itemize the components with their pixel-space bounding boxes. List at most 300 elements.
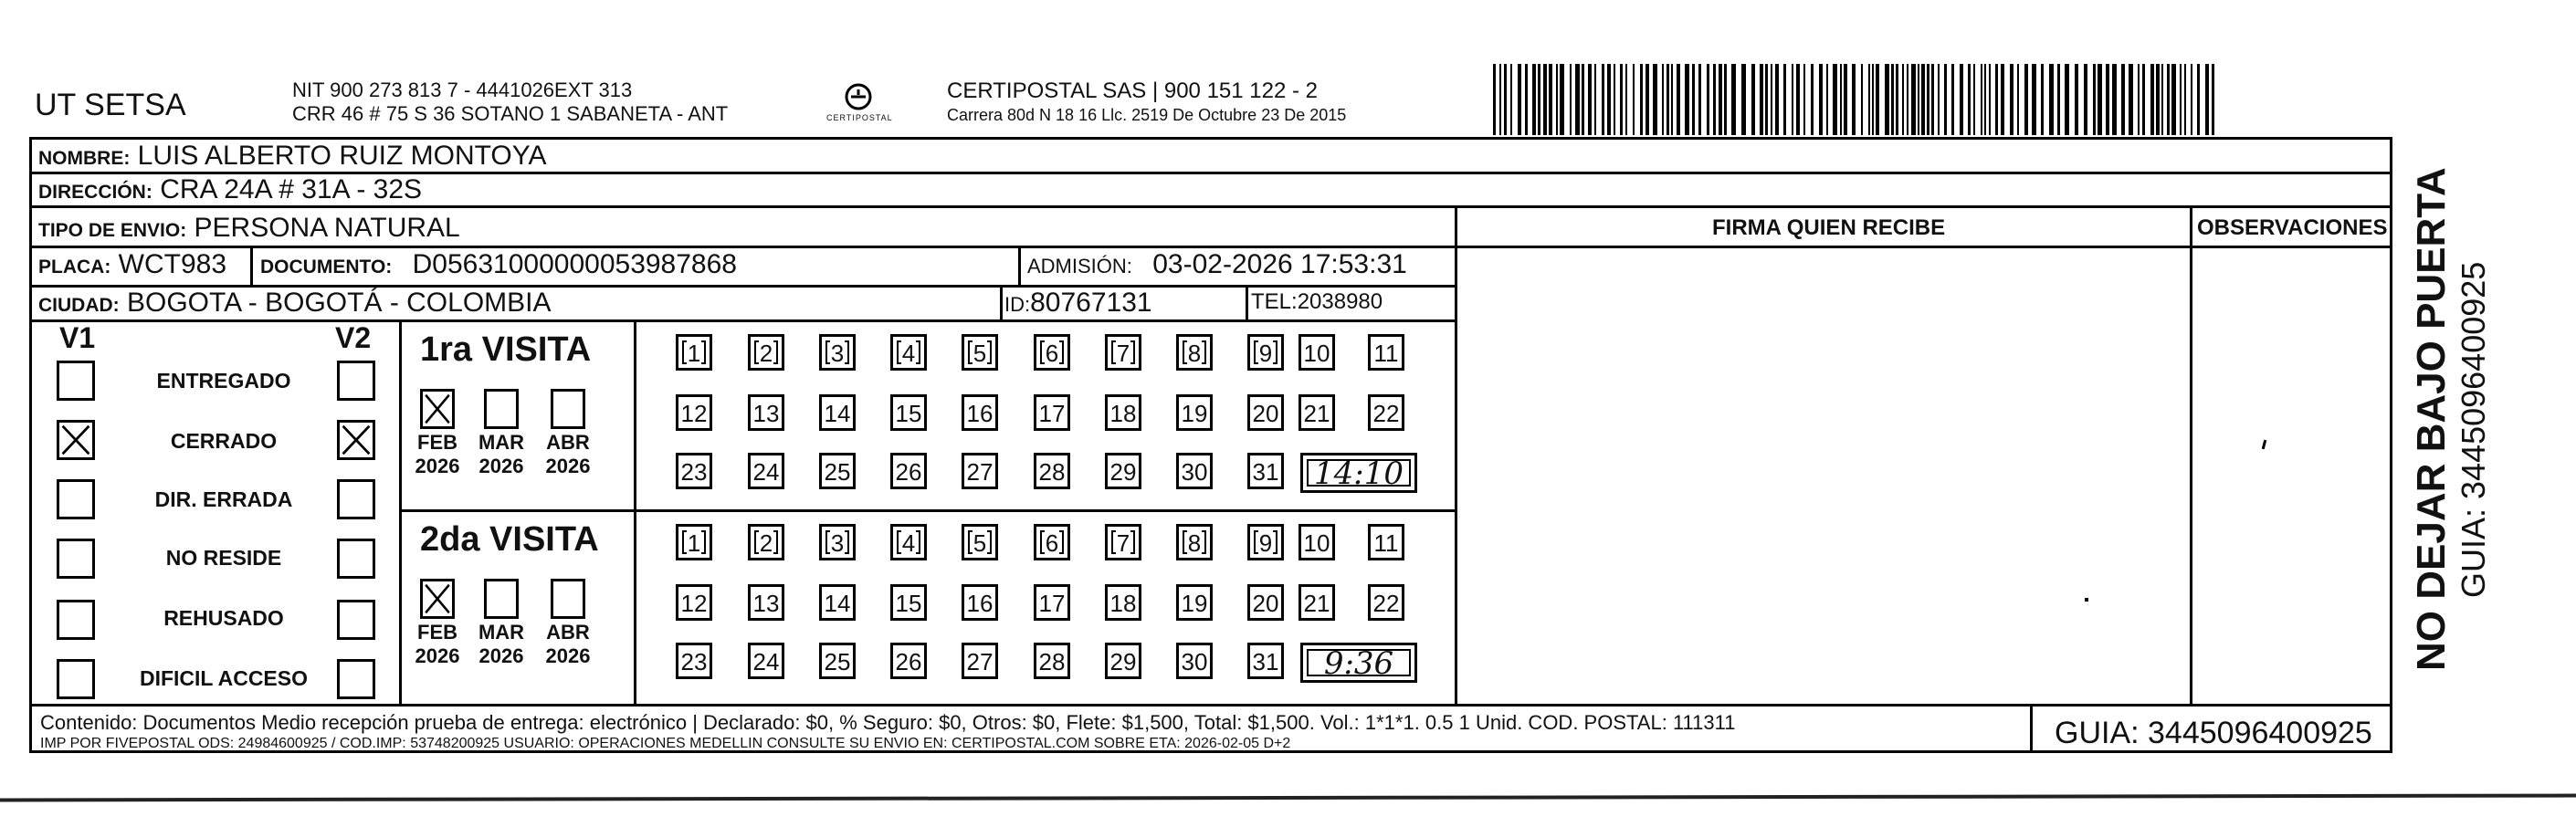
tel-label: TEL:: [1251, 289, 1298, 314]
contenido-line: Contenido: Documentos Medio recepción prueba de entrega: electrónico | Declarado: $0, % Seguro: $0, Otros: $0, Flete: $1,500, Total: $1,500. Vol.: 1*1*1. 0.5 1 Unid. COD. POSTAL: 111311: [40, 711, 1736, 734]
barcode-bar: [1811, 64, 1814, 135]
ciudad-value: BOGOTA - BOGOTÁ - COLOMBIA: [127, 288, 552, 318]
day-number: 6: [1045, 340, 1059, 367]
day-box[interactable]: [962, 453, 998, 489]
barcode-bar: [1796, 64, 1800, 135]
barcode-bar: [1543, 64, 1547, 135]
day-box[interactable]: [748, 394, 784, 431]
day-box[interactable]: [1105, 524, 1141, 560]
barcode-bar: [1989, 64, 1991, 135]
v1-checkbox[interactable]: [57, 539, 95, 579]
barcode-bar: [1724, 64, 1727, 135]
barcode-bar: [2129, 64, 2133, 135]
barcode-bar: [1819, 64, 1823, 135]
print-edge-line: [0, 794, 2576, 802]
day-box[interactable]: [1176, 643, 1213, 679]
day-number: 31: [1252, 458, 1279, 486]
day-box[interactable]: [1247, 394, 1284, 431]
admision-label: ADMISIÓN:: [1027, 255, 1132, 277]
barcode-bar: [1896, 64, 1898, 135]
barcode-bar: [1614, 64, 1615, 135]
month-name: FEB: [417, 431, 457, 454]
documento-label: DOCUMENTO:: [260, 256, 393, 277]
day-number: 17: [1038, 400, 1066, 427]
day-number: 24: [752, 458, 780, 486]
day-number: 9: [1258, 340, 1273, 367]
day-box[interactable]: [748, 584, 784, 621]
day-number: 12: [680, 400, 708, 427]
barcode-bar: [1499, 64, 1501, 135]
nombre-value: LUIS ALBERTO RUIZ MONTOYA: [137, 141, 547, 171]
status-label: DIR. ERRADA: [154, 487, 293, 511]
day-number: 25: [824, 458, 851, 486]
day-box[interactable]: [676, 643, 712, 679]
day-box[interactable]: [1368, 584, 1404, 621]
day-number: 27: [966, 458, 994, 486]
divider: [634, 319, 636, 705]
id-value: 80767131: [1030, 288, 1152, 318]
status-label: NO RESIDE: [165, 546, 282, 570]
day-box[interactable]: [748, 524, 784, 560]
barcode-bar: [2098, 64, 2102, 135]
barcode: [1493, 64, 2214, 135]
barcode-bar: [2191, 64, 2192, 135]
barcode-bar: [2171, 64, 2176, 135]
barcode-bar: [2112, 64, 2117, 135]
barcode-bar: [1803, 64, 1805, 135]
certipostal-name: CERTIPOSTAL SAS | 900 151 122 - 2: [947, 79, 1318, 103]
barcode-bar: [1549, 64, 1552, 135]
day-box[interactable]: [962, 584, 998, 621]
day-number: 20: [1252, 590, 1279, 617]
barcode-bar: [1625, 64, 1627, 135]
barcode-bar: [2001, 64, 2004, 135]
barcode-bar: [2106, 64, 2109, 135]
barcode-bar: [1707, 64, 1709, 135]
day-number: 5: [973, 340, 987, 367]
barcode-bar: [1885, 64, 1889, 135]
barcode-bar: [1575, 64, 1580, 135]
month-name: ABR: [546, 431, 590, 454]
imp-line: IMP POR FIVEPOSTAL ODS: 24984600925 / COD.IMP: 53748200925 USUARIO: OPERACIONES MEDELLIN CONSULTE SU ENVIO EN: CERTIPOSTAL.COM SOBRE ETA: 2026-02-05 D+2: [40, 736, 1291, 751]
day-box[interactable]: [1368, 334, 1404, 371]
month-year: 2026: [478, 455, 524, 477]
visit-time[interactable]: 14:10: [1300, 453, 1417, 493]
barcode-bar: [1944, 64, 1947, 135]
visit-title: 1ra VISITA: [420, 330, 592, 369]
day-number: 9: [1258, 529, 1273, 557]
day-box[interactable]: [1105, 453, 1141, 489]
month-label: [410, 431, 465, 478]
day-box[interactable]: [890, 394, 927, 431]
day-box[interactable]: [1299, 584, 1335, 621]
v1-checkbox[interactable]: [57, 479, 95, 519]
v1-checkbox[interactable]: [57, 600, 95, 640]
day-box[interactable]: [748, 643, 784, 679]
barcode-bar: [1792, 64, 1793, 135]
barcode-bar: [1685, 64, 1689, 135]
month-year: 2026: [415, 644, 460, 667]
tipo-envio-field: [38, 213, 460, 244]
month-checkbox[interactable]: [484, 579, 519, 619]
day-number: 3: [830, 340, 845, 367]
day-box[interactable]: [1368, 524, 1404, 560]
divider: [2030, 704, 2033, 753]
certipostal-logo-icon: [831, 77, 886, 131]
status-label: CERRADO: [170, 429, 278, 453]
month-year: 2026: [478, 644, 524, 667]
barcode-bar: [1751, 64, 1755, 135]
day-number: 28: [1038, 458, 1066, 486]
day-number: 3: [830, 529, 845, 557]
x-mark-icon: [423, 581, 452, 616]
day-box[interactable]: [819, 394, 856, 431]
day-box[interactable]: [1176, 334, 1213, 371]
documento-field: [260, 249, 737, 280]
v1-checkbox[interactable]: [57, 361, 95, 401]
firma-header: FIRMA QUIEN RECIBE: [1712, 215, 1946, 240]
v2-header: V2: [335, 321, 372, 354]
day-box[interactable]: [748, 453, 784, 489]
barcode-bar: [1840, 64, 1842, 135]
month-label: [410, 621, 465, 668]
barcode-bar: [2142, 64, 2145, 135]
day-box[interactable]: [819, 524, 856, 560]
barcode-bar: [1891, 64, 1894, 135]
month-label: [474, 431, 529, 478]
day-box[interactable]: [890, 643, 927, 679]
barcode-bar: [2017, 64, 2019, 135]
day-box[interactable]: [676, 453, 712, 489]
status-label: DIFICIL ACCESO: [139, 666, 308, 690]
day-box[interactable]: [1034, 394, 1070, 431]
barcode-bar: [1868, 64, 1870, 135]
day-box[interactable]: [890, 584, 927, 621]
barcode-bar: [2121, 64, 2125, 135]
barcode-bar: [1826, 64, 1828, 135]
barcode-bar: [1607, 64, 1611, 135]
month-checkbox[interactable]: [420, 389, 455, 429]
signature-area[interactable]: [1456, 246, 2190, 704]
day-number: 29: [1109, 458, 1137, 486]
day-box[interactable]: [1034, 643, 1070, 679]
day-box[interactable]: [819, 584, 856, 621]
day-box[interactable]: [819, 453, 856, 489]
divider: [2390, 137, 2392, 753]
month-checkbox[interactable]: [551, 579, 585, 619]
divider: [399, 319, 402, 705]
day-box[interactable]: [1368, 394, 1404, 431]
day-number: 23: [680, 648, 708, 675]
day-box[interactable]: [1176, 524, 1213, 560]
day-box[interactable]: [1176, 584, 1213, 621]
barcode-bar: [1833, 64, 1837, 135]
day-number: 22: [1372, 590, 1400, 617]
barcode-bar: [1504, 64, 1507, 135]
day-number: 19: [1181, 590, 1208, 617]
day-box[interactable]: [676, 334, 712, 371]
ciudad-field: [38, 288, 552, 319]
barcode-bar: [1968, 64, 1971, 135]
tipo-envio-value: PERSONA NATURAL: [194, 213, 460, 243]
day-number: 14: [824, 590, 851, 617]
day-box[interactable]: [962, 334, 998, 371]
day-box[interactable]: [748, 334, 784, 371]
v2-checkbox[interactable]: [337, 361, 375, 401]
no-dejar-warning: NO DEJAR BAJO PUERTA: [2409, 167, 2454, 671]
company-name: UT SETSA: [35, 88, 186, 122]
barcode-bar: [1645, 64, 1649, 135]
observaciones-header: OBSERVACIONES: [2197, 215, 2388, 240]
day-box[interactable]: [962, 524, 998, 560]
day-number: 17: [1038, 590, 1066, 617]
day-number: 20: [1252, 400, 1279, 427]
day-number: 21: [1303, 400, 1330, 427]
day-box[interactable]: [1034, 584, 1070, 621]
day-box[interactable]: [1105, 584, 1141, 621]
barcode-bar: [2032, 64, 2036, 135]
tel-value: 2038980: [1297, 289, 1383, 314]
barcode-bar: [1981, 64, 1982, 135]
guia-number: GUIA: 3445096400925: [2055, 716, 2372, 750]
barcode-bar: [1518, 64, 1521, 135]
barcode-bar: [1532, 64, 1536, 135]
barcode-bar: [1741, 64, 1746, 135]
day-number: 26: [895, 458, 922, 486]
day-number: 6: [1045, 529, 1059, 557]
barcode-bar: [1582, 64, 1584, 135]
side-guia: GUIA: 3445096400925: [2455, 261, 2492, 598]
barcode-bar: [1671, 64, 1673, 135]
day-box[interactable]: [1034, 334, 1070, 371]
day-number: 7: [1116, 340, 1130, 367]
x-mark-icon: [340, 423, 373, 457]
day-number: 18: [1109, 590, 1137, 617]
barcode-bar: [1538, 64, 1540, 135]
v1-checkbox[interactable]: [57, 659, 95, 699]
barcode-bar: [1775, 64, 1779, 135]
divider: [32, 205, 2392, 208]
day-number: 11: [1373, 529, 1399, 557]
barcode-bar: [2212, 64, 2214, 135]
logo-text: CERTIPOSTAL: [826, 113, 893, 122]
barcode-bar: [1692, 64, 1695, 135]
day-box[interactable]: [890, 334, 927, 371]
month-name: FEB: [417, 621, 457, 644]
day-number: 16: [966, 400, 994, 427]
barcode-bar: [1633, 64, 1635, 135]
pen-mark: [2085, 598, 2088, 602]
day-box[interactable]: [676, 394, 712, 431]
direccion-value: CRA 24A # 31A - 32S: [160, 174, 423, 204]
day-number: 10: [1303, 340, 1330, 367]
barcode-bar: [1960, 64, 1963, 135]
day-box[interactable]: [1176, 453, 1213, 489]
barcode-bar: [1951, 64, 1954, 135]
direccion-label: DIRECCIÓN:: [38, 182, 152, 203]
barcode-bar: [2205, 64, 2209, 135]
day-box[interactable]: [819, 643, 856, 679]
month-label: [541, 431, 595, 478]
month-name: MAR: [478, 431, 525, 454]
barcode-bar: [1662, 64, 1664, 135]
barcode-bar: [1927, 64, 1929, 135]
ciudad-label: CIUDAD:: [38, 295, 120, 316]
day-number: 2: [759, 529, 773, 557]
barcode-bar: [2156, 64, 2160, 135]
barcode-bar: [1783, 64, 1786, 135]
day-number: 8: [1187, 529, 1202, 557]
day-number: 2: [759, 340, 773, 367]
divider: [32, 704, 2392, 707]
barcode-bar: [1995, 64, 1998, 135]
tipo-envio-label: TIPO DE ENVIO:: [38, 220, 187, 241]
day-box[interactable]: [1176, 394, 1213, 431]
day-box[interactable]: [962, 643, 998, 679]
barcode-bar: [1510, 64, 1512, 135]
barcode-bar: [1731, 64, 1736, 135]
barcode-bar: [2197, 64, 2200, 135]
day-number: 5: [973, 529, 987, 557]
day-box[interactable]: [819, 334, 856, 371]
barcode-bar: [1713, 64, 1716, 135]
barcode-bar: [2075, 64, 2078, 135]
barcode-bar: [1560, 64, 1564, 135]
day-box[interactable]: [1247, 643, 1284, 679]
barcode-bar: [1902, 64, 1904, 135]
day-number: 31: [1252, 648, 1279, 675]
barcode-bar: [2161, 64, 2163, 135]
day-number: 24: [752, 648, 780, 675]
month-year: 2026: [415, 455, 460, 477]
month-checkbox[interactable]: [420, 579, 455, 619]
day-box[interactable]: [890, 524, 927, 560]
barcode-bar: [1765, 64, 1768, 135]
day-number: 14: [824, 400, 851, 427]
placa-value: WCT983: [118, 249, 227, 279]
month-checkbox[interactable]: [484, 389, 519, 429]
v2-checkbox[interactable]: [337, 420, 375, 460]
barcode-bar: [1973, 64, 1975, 135]
visit-time[interactable]: 9:36: [1300, 643, 1417, 683]
day-box[interactable]: [676, 524, 712, 560]
status-label: ENTREGADO: [156, 369, 291, 393]
divider: [1246, 285, 1248, 320]
day-box[interactable]: [1105, 394, 1141, 431]
month-checkbox[interactable]: [551, 389, 585, 429]
day-number: 30: [1181, 458, 1208, 486]
day-box[interactable]: [1105, 334, 1141, 371]
status-label: REHUSADO: [163, 606, 284, 630]
barcode-bar: [2010, 64, 2013, 135]
nit-line: NIT 900 273 813 7 - 4441026EXT 313: [292, 79, 633, 101]
day-box[interactable]: [890, 453, 927, 489]
barcode-bar: [1907, 64, 1908, 135]
day-box[interactable]: [1034, 524, 1070, 560]
day-number: 28: [1038, 648, 1066, 675]
day-box[interactable]: [1247, 334, 1284, 371]
barcode-bar: [1640, 64, 1643, 135]
v1-checkbox[interactable]: [57, 420, 95, 460]
barcode-bar: [2184, 64, 2186, 135]
day-box[interactable]: [1299, 524, 1335, 560]
day-box[interactable]: [962, 394, 998, 431]
day-number: 16: [966, 590, 994, 617]
day-box[interactable]: [1105, 643, 1141, 679]
barcode-bar: [1852, 64, 1856, 135]
observaciones-area[interactable]: [2192, 246, 2390, 704]
day-number: 19: [1181, 400, 1208, 427]
barcode-bar: [1918, 64, 1919, 135]
barcode-bar: [1594, 64, 1596, 135]
nombre-field: [38, 141, 547, 172]
barcode-bar: [1588, 64, 1592, 135]
barcode-bar: [1921, 64, 1925, 135]
documento-value: D05631000000053987868: [412, 249, 737, 279]
barcode-bar: [1493, 64, 1496, 135]
day-number: 12: [680, 590, 708, 617]
direccion-field: [38, 174, 422, 205]
day-box[interactable]: [676, 584, 712, 621]
day-number: 23: [680, 458, 708, 486]
v2-checkbox[interactable]: [337, 659, 375, 699]
month-name: MAR: [478, 621, 525, 644]
barcode-bar: [1556, 64, 1558, 135]
day-number: 25: [824, 648, 851, 675]
v2-checkbox[interactable]: [337, 479, 375, 519]
v1-header: V1: [59, 321, 96, 354]
barcode-bar: [1938, 64, 1940, 135]
v2-checkbox[interactable]: [337, 600, 375, 640]
day-number: 1: [687, 340, 701, 367]
day-box[interactable]: [1299, 334, 1335, 371]
barcode-bar: [2041, 64, 2044, 135]
barcode-bar: [1719, 64, 1722, 135]
barcode-bar: [1984, 64, 1986, 135]
x-mark-icon: [423, 392, 452, 426]
day-number: 26: [895, 648, 922, 675]
barcode-bar: [1931, 64, 1934, 135]
barcode-bar: [2093, 64, 2096, 135]
divider: [32, 319, 1456, 322]
barcode-bar: [2150, 64, 2154, 135]
company-nit-block: [292, 79, 728, 126]
barcode-bar: [2024, 64, 2028, 135]
month-year: 2026: [545, 455, 591, 477]
day-number: 4: [901, 340, 916, 367]
day-number: 11: [1373, 340, 1399, 367]
day-box[interactable]: [1034, 453, 1070, 489]
visit-title: 2da VISITA: [420, 520, 599, 559]
id-label: ID:: [1004, 293, 1031, 316]
barcode-bar: [1876, 64, 1879, 135]
day-box[interactable]: [1299, 394, 1335, 431]
barcode-bar: [1570, 64, 1572, 135]
day-number: 4: [901, 529, 916, 557]
v2-checkbox[interactable]: [337, 539, 375, 579]
day-box[interactable]: [1247, 524, 1284, 560]
barcode-bar: [2057, 64, 2060, 135]
day-number: 1: [687, 529, 701, 557]
barcode-bar: [1760, 64, 1763, 135]
day-number: 8: [1187, 340, 1202, 367]
day-box[interactable]: [1247, 453, 1284, 489]
placa-label: PLACA:: [38, 256, 111, 277]
month-name: ABR: [546, 621, 590, 644]
day-box[interactable]: [1247, 584, 1284, 621]
barcode-bar: [1525, 64, 1528, 135]
barcode-bar: [1653, 64, 1657, 135]
